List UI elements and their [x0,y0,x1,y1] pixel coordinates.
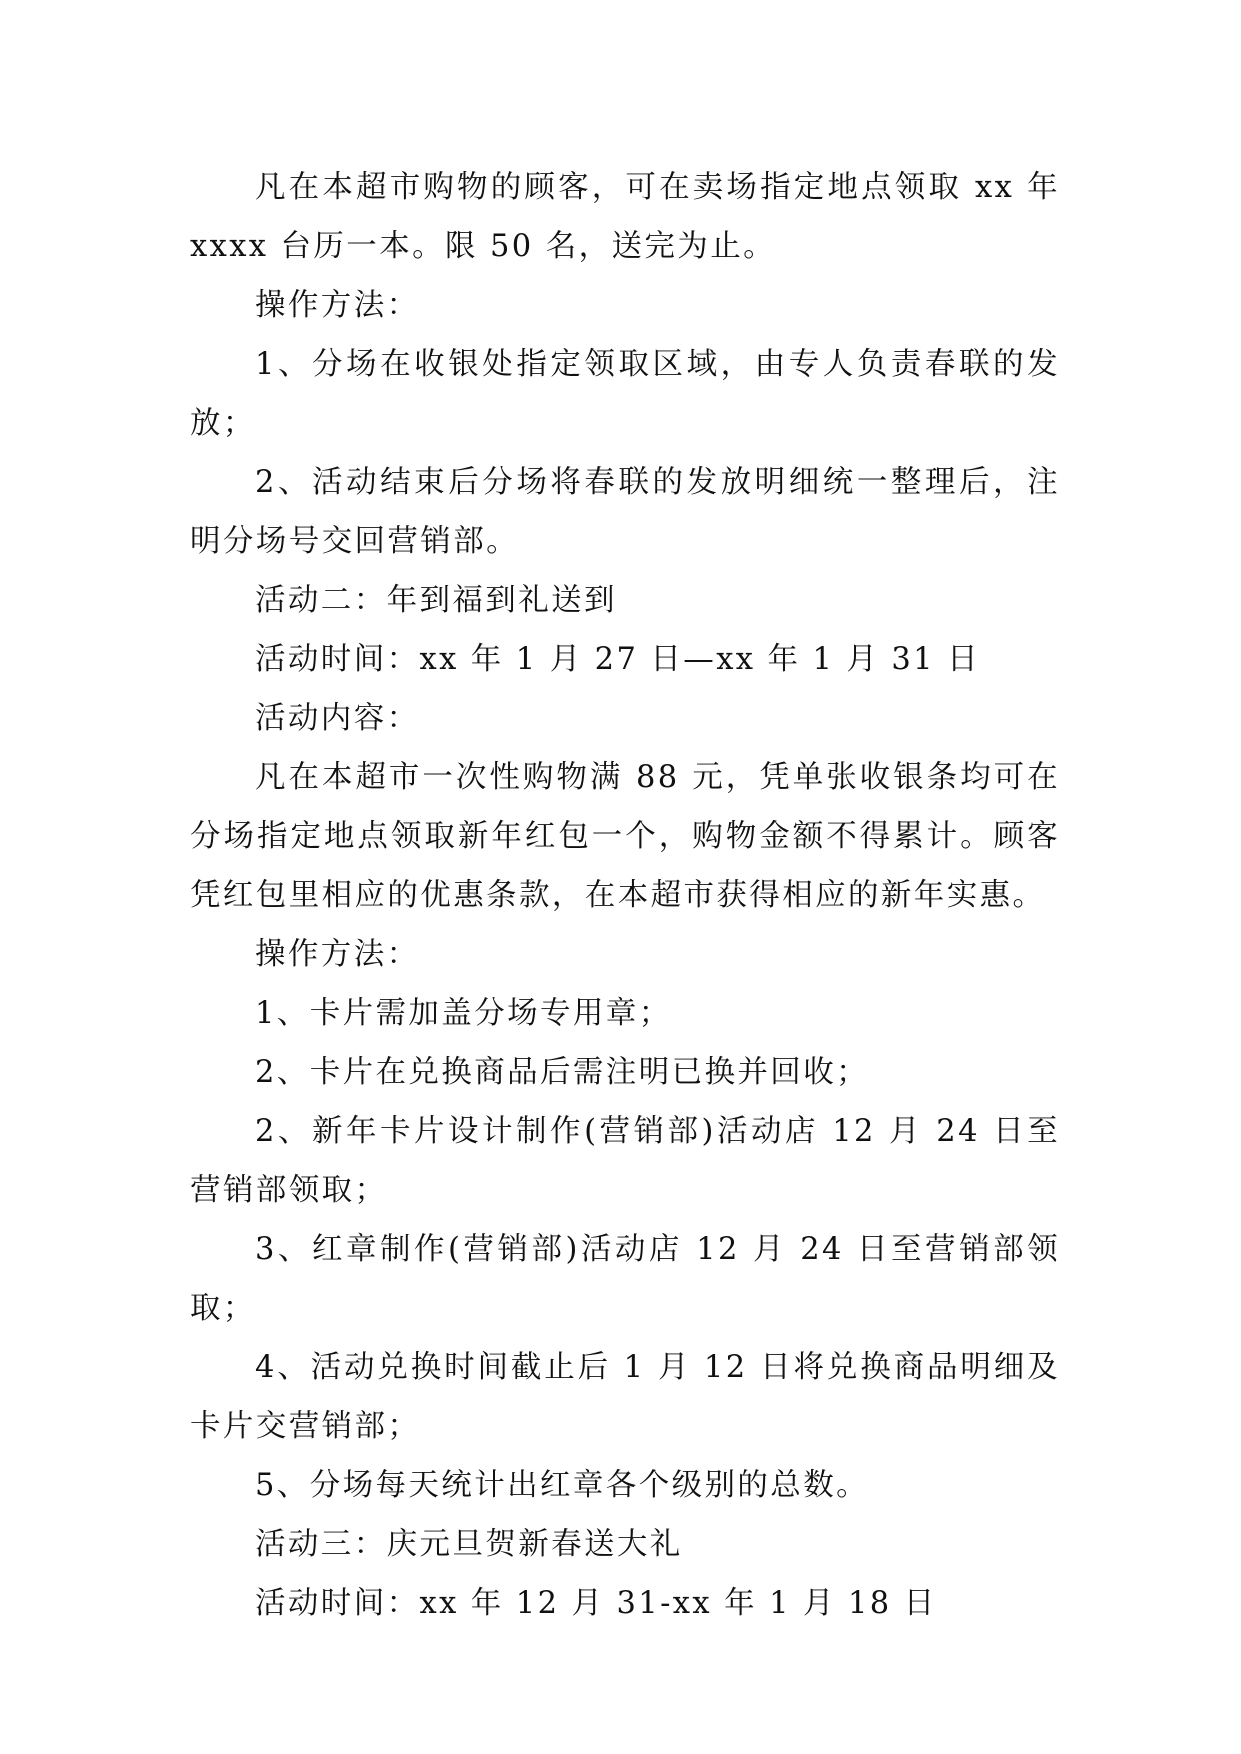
paragraph-activity-content-heading: 活动内容： [255,701,420,736]
paragraph-card-step-2: 2、卡片在兑换商品后需注明已换并回收； [255,1055,870,1090]
paragraph-exchange-deadline-step: 4、活动兑换时间截止后 1 月 12 日将兑换商品明细及卡片交营销部； [190,1350,1060,1444]
paragraph-activity-three-title: 活动三：庆元旦贺新春送大礼 [255,1527,683,1562]
paragraph-gift-calendar: 凡在本超市购物的顾客，可在卖场指定地点领取 xx 年 xxxx 台历一本。限 50 名，送完为止。 [190,170,1060,264]
paragraph-daily-statistics-step: 5、分场每天统计出红章各个级别的总数。 [255,1468,870,1503]
paragraph-operation-method-heading: 操作方法： [255,288,420,323]
paragraph-activity-two-content: 凡在本超市一次性购物满 88 元，凭单张收银条均可在分场指定地点领取新年红包一个，购物金额不得累计。顾客凭红包里相应的优惠条款，在本超市获得相应的新年实惠。 [190,760,1060,913]
paragraph-step-1: 1、分场在收银处指定领取区域，由专人负责春联的发放； [190,347,1060,441]
paragraph-card-step-1: 1、卡片需加盖分场专用章； [255,996,672,1031]
paragraph-step-2: 2、活动结束后分场将春联的发放明细统一整理后，注明分场号交回营销部。 [190,465,1060,559]
paragraph-card-design-step: 2、新年卡片设计制作(营销部)活动店 12 月 24 日至营销部领取； [190,1114,1060,1208]
document-page [190,158,1060,1633]
paragraph-activity-three-time: 活动时间：xx 年 12 月 31-xx 年 1 月 18 日 [255,1586,937,1621]
paragraph-red-stamp-step: 3、红章制作(营销部)活动店 12 月 24 日至营销部领取； [190,1232,1060,1326]
paragraph-activity-two-title: 活动二：年到福到礼送到 [255,583,617,618]
paragraph-activity-two-time: 活动时间：xx 年 1 月 27 日—xx 年 1 月 31 日 [255,642,980,677]
paragraph-operation-method-heading-2: 操作方法： [255,937,420,972]
